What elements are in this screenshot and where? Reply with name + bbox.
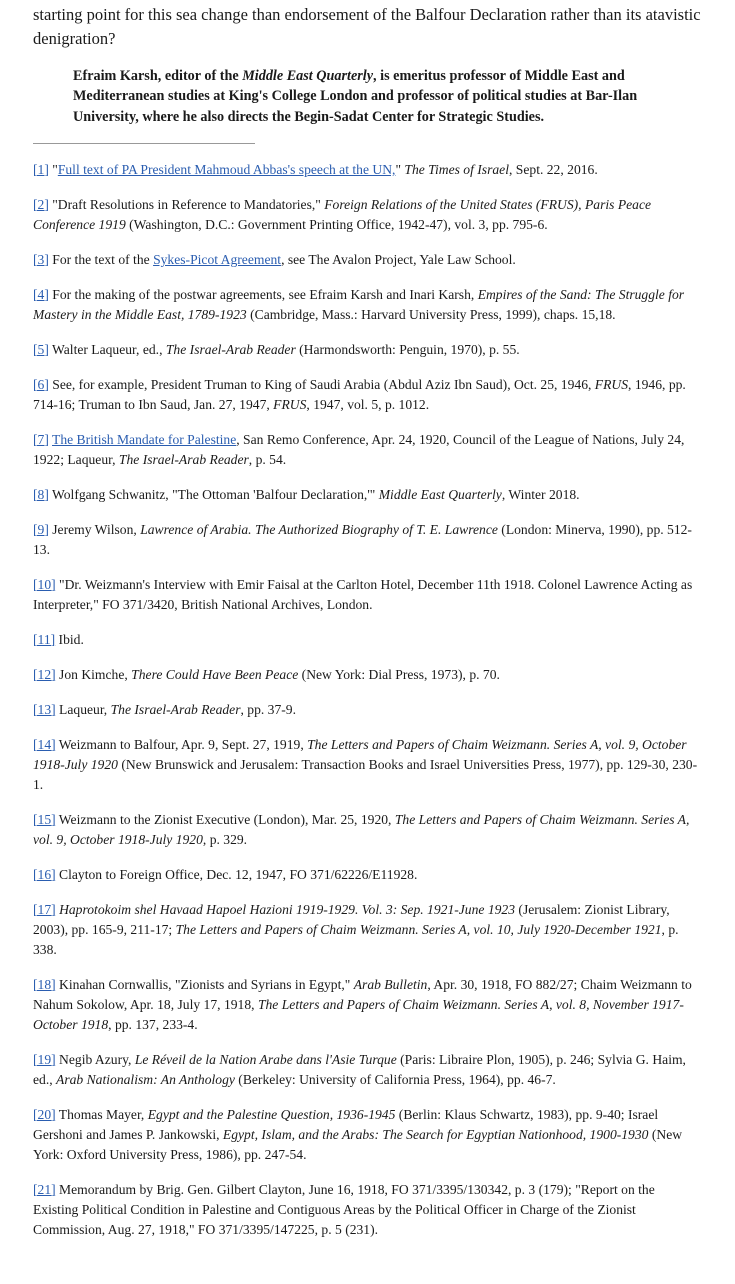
footnote-text: " bbox=[395, 161, 405, 177]
footnote-ref-link[interactable]: [11] bbox=[33, 631, 56, 647]
author-bio bbox=[73, 66, 672, 127]
footnote-ref-link[interactable]: [18] bbox=[33, 976, 56, 992]
italic-title: The Letters and Papers of Chaim Weizmann. Series A, vol. 9, October 1918-July 1920 bbox=[33, 811, 690, 847]
footnote-text: Clayton to Foreign Office, Dec. 12, 1947, FO 371/62226/E11928. bbox=[55, 866, 418, 882]
footnote-ref-link[interactable]: [16] bbox=[33, 866, 56, 882]
footnote-item bbox=[33, 665, 702, 685]
footnote-text: Weizmann to the Zionist Executive (London), Mar. 25, 1920, bbox=[55, 811, 395, 827]
footnote-ref-link[interactable]: [2] bbox=[33, 196, 49, 212]
italic-title: The Israel-Arab Reader bbox=[118, 451, 249, 467]
footnote-text: , is emeritus professor of Middle East and Mediterranean studies at King's College London and professor of political studies at Bar-Ilan University, where he also directs the Begin-Sadat Center for Strategic Studies. bbox=[73, 68, 638, 125]
footnote-text: , p. 54. bbox=[248, 451, 287, 467]
footnote-ref-link[interactable]: [13] bbox=[33, 701, 56, 717]
italic-title: The Letters and Papers of Chaim Weizmann. Series A, vol. 10, July 1920-December 1921 bbox=[175, 921, 662, 937]
italic-title: Haprotokoim shel Havaad Hapoel Hazioni 1919-1929. Vol. 3: Sep. 1921-June 1923 bbox=[59, 901, 516, 917]
italic-title: Middle East Quarterly bbox=[242, 68, 374, 84]
italic-title: Egypt, Islam, and the Arabs: The Search for Egyptian Nationhood, 1900-1930 bbox=[222, 1126, 649, 1142]
footnote-item bbox=[33, 375, 702, 415]
intro-paragraph: starting point for this sea change than endorsement of the Balfour Declaration rather than its atavistic denigration? bbox=[33, 5, 701, 48]
footnote-text: For the text of the bbox=[48, 251, 154, 267]
footnote-ref-link[interactable]: [9] bbox=[33, 521, 49, 537]
italic-title: Middle East Quarterly bbox=[378, 486, 502, 502]
footnote-ref-link[interactable]: [20] bbox=[33, 1106, 56, 1122]
footnote-text: (Jerusalem: Zionist Library, 2003), pp. 165-9, 211-17; bbox=[33, 901, 670, 937]
footnote-item bbox=[33, 250, 702, 270]
footnote-item bbox=[33, 900, 702, 960]
footnote-item bbox=[33, 1050, 702, 1090]
footnote-ref-link[interactable]: [8] bbox=[33, 486, 49, 502]
footnote-text: , see The Avalon Project, Yale Law School. bbox=[281, 251, 516, 267]
footnote-text: Efraim Karsh, editor of the bbox=[73, 68, 243, 84]
footnote-text: "Draft Resolutions in Reference to Mandatories," bbox=[48, 196, 325, 212]
footnote-text: (Washington, D.C.: Government Printing Office, 1942-47), vol. 3, pp. 795-6. bbox=[125, 216, 548, 232]
footnote-ref-link[interactable]: [12] bbox=[33, 666, 56, 682]
footnote-text: " bbox=[48, 161, 58, 177]
footnote-link[interactable]: Sykes-Picot Agreement bbox=[153, 251, 282, 267]
footnote-ref-link[interactable]: [17] bbox=[33, 901, 56, 917]
footnote-text: (Berkeley: University of California Press, 1964), pp. 46-7. bbox=[234, 1071, 556, 1087]
footnote-text: For the making of the postwar agreements, see Efraim Karsh and Inari Karsh, bbox=[48, 286, 478, 302]
italic-title: The Israel-Arab Reader bbox=[165, 341, 296, 357]
footnotes-list bbox=[33, 160, 702, 1240]
footnote-item bbox=[33, 285, 702, 325]
italic-title: FRUS bbox=[594, 376, 629, 392]
footnote-ref-link[interactable]: [7] bbox=[33, 431, 49, 447]
italic-title: Arab Bulletin bbox=[353, 976, 428, 992]
footnote-link[interactable]: Full text of PA President Mahmoud Abbas's speech at the UN, bbox=[57, 161, 396, 177]
footnote-text: , Sept. 22, 2016. bbox=[509, 161, 598, 177]
footnote-item bbox=[33, 630, 702, 650]
footnote-item bbox=[33, 1180, 702, 1240]
footnote-ref-link[interactable]: [5] bbox=[33, 341, 49, 357]
footnote-text: (Berlin: Klaus Schwartz, 1983), pp. 9-40; Israel Gershoni and James P. Jankowski, bbox=[33, 1106, 659, 1142]
italic-title: The Times of Israel bbox=[404, 161, 509, 177]
footnote-item bbox=[33, 430, 702, 470]
footnote-ref-link[interactable]: [15] bbox=[33, 811, 56, 827]
italic-title: The Letters and Papers of Chaim Weizmann. Series A, vol. 9, October 1918-July 1920 bbox=[33, 736, 687, 772]
footnote-ref-link[interactable]: [21] bbox=[33, 1181, 56, 1197]
footnote-text: (Harmondsworth: Penguin, 1970), p. 55. bbox=[295, 341, 520, 357]
footnote-text: (New York: Dial Press, 1973), p. 70. bbox=[298, 666, 500, 682]
footnote-text: See, for example, President Truman to King of Saudi Arabia (Abdul Aziz Ibn Saud), Oct. 25, 1946, bbox=[48, 376, 595, 392]
footnote-item bbox=[33, 340, 702, 360]
footnote-text: Jeremy Wilson, bbox=[48, 521, 141, 537]
footnote-item bbox=[33, 810, 702, 850]
footnote-text: (New York: Oxford University Press, 1986), pp. 247-54. bbox=[33, 1126, 683, 1162]
footnote-ref-link[interactable]: [3] bbox=[33, 251, 49, 267]
italic-title: Empires of the Sand: The Struggle for Mastery in the Middle East, 1789-1923 bbox=[33, 286, 685, 322]
footnote-item bbox=[33, 735, 702, 795]
italic-title: The Letters and Papers of Chaim Weizmann. Series A, vol. 8, November 1917-October 1918 bbox=[33, 996, 684, 1032]
footnote-item bbox=[33, 975, 702, 1035]
footnote-text: Ibid. bbox=[55, 631, 84, 647]
italic-title: Lawrence of Arabia. The Authorized Biography of T. E. Lawrence bbox=[140, 521, 498, 537]
italic-title: Arab Nationalism: An Anthology bbox=[56, 1071, 235, 1087]
footnote-text: (London: Minerva, 1990), pp. 512-13. bbox=[33, 521, 692, 557]
italic-title: The Israel-Arab Reader bbox=[110, 701, 241, 717]
footnote-item bbox=[33, 575, 702, 615]
footnote-item bbox=[33, 865, 702, 885]
footnote-text: Kinahan Cornwallis, "Zionists and Syrians in Egypt," bbox=[55, 976, 354, 992]
footnote-item bbox=[33, 195, 702, 235]
italic-title: Egypt and the Palestine Question, 1936-1945 bbox=[147, 1106, 396, 1122]
footnote-item bbox=[33, 700, 702, 720]
footnote-ref-link[interactable]: [14] bbox=[33, 736, 56, 752]
footnote-text: , pp. 137, 233-4. bbox=[108, 1016, 198, 1032]
footnote-text: , p. 329. bbox=[202, 831, 248, 847]
footnote-text: , Apr. 30, 1918, FO 882/27; Chaim Weizmann to Nahum Sokolow, Apr. 18, July 17, 1918, bbox=[33, 976, 692, 1012]
italic-title: There Could Have Been Peace bbox=[131, 666, 299, 682]
footnote-ref-link[interactable]: [4] bbox=[33, 286, 49, 302]
footnote-item bbox=[33, 160, 702, 180]
footnote-text: Wolfgang Schwanitz, "The Ottoman 'Balfour Declaration,'" bbox=[48, 486, 379, 502]
footnote-text: , p. 338. bbox=[33, 921, 679, 957]
footnote-text: Negib Azury, bbox=[55, 1051, 135, 1067]
italic-title: FRUS bbox=[273, 396, 307, 412]
footnote-text: (Cambridge, Mass.: Harvard University Press, 1999), chaps. 15,18. bbox=[246, 306, 616, 322]
footnote-text: (New Brunswick and Jerusalem: Transaction Books and Israel Universities Press, 1977), pp. 129-30, 230-1. bbox=[33, 756, 698, 792]
footnote-text: Laqueur, bbox=[55, 701, 111, 717]
footnote-link[interactable]: The British Mandate for Palestine bbox=[52, 431, 237, 447]
footnote-text: Jon Kimche, bbox=[55, 666, 132, 682]
footnote-item bbox=[33, 520, 702, 560]
footnote-text: , San Remo Conference, Apr. 24, 1920, Council of the League of Nations, July 24, 1922; Laqueur, bbox=[33, 431, 685, 467]
footnote-text: Walter Laqueur, ed., bbox=[48, 341, 166, 357]
footnote-text: , 1947, vol. 5, p. 1012. bbox=[306, 396, 430, 412]
footnote-item bbox=[33, 485, 702, 505]
footnote-text: , pp. 37-9. bbox=[240, 701, 296, 717]
footnote-ref-link[interactable]: [6] bbox=[33, 376, 49, 392]
footnote-text: "Dr. Weizmann's Interview with Emir Faisal at the Carlton Hotel, December 11th 1918. Colonel Lawrence Acting as Interpreter," FO 371/3420, British National Archives, London. bbox=[33, 576, 693, 612]
footnote-text: , 1946, pp. 714-16; Truman to Ibn Saud, Jan. 27, 1947, bbox=[33, 376, 686, 412]
footnote-ref-link[interactable]: [19] bbox=[33, 1051, 56, 1067]
footnote-text: (Paris: Libraire Plon, 1905), p. 246; Sylvia G. Haim, ed., bbox=[33, 1051, 686, 1087]
footnote-text: Memorandum by Brig. Gen. Gilbert Clayton, June 16, 1918, FO 371/3395/130342, p. 3 (179); "Report on the Existing Political Condition in Palestine and Contiguous Areas by the Political Officer in Charge of the Zionist Commission, Aug. 27, 1918," FO 371/3395/147225, p. 5 (231). bbox=[33, 1181, 655, 1237]
footnotes-divider bbox=[33, 143, 255, 144]
italic-title: Le Réveil de la Nation Arabe dans l'Asie Turque bbox=[134, 1051, 397, 1067]
footnote-ref-link[interactable]: [10] bbox=[33, 576, 56, 592]
italic-title: Foreign Relations of the United States (FRUS), Paris Peace Conference 1919 bbox=[33, 196, 652, 232]
footnote-text: , Winter 2018. bbox=[501, 486, 580, 502]
footnote-ref-link[interactable]: [1] bbox=[33, 161, 49, 177]
footnote-text: Thomas Mayer, bbox=[55, 1106, 148, 1122]
footnote-text: Weizmann to Balfour, Apr. 9, Sept. 27, 1919, bbox=[55, 736, 308, 752]
footnote-item bbox=[33, 1105, 702, 1165]
